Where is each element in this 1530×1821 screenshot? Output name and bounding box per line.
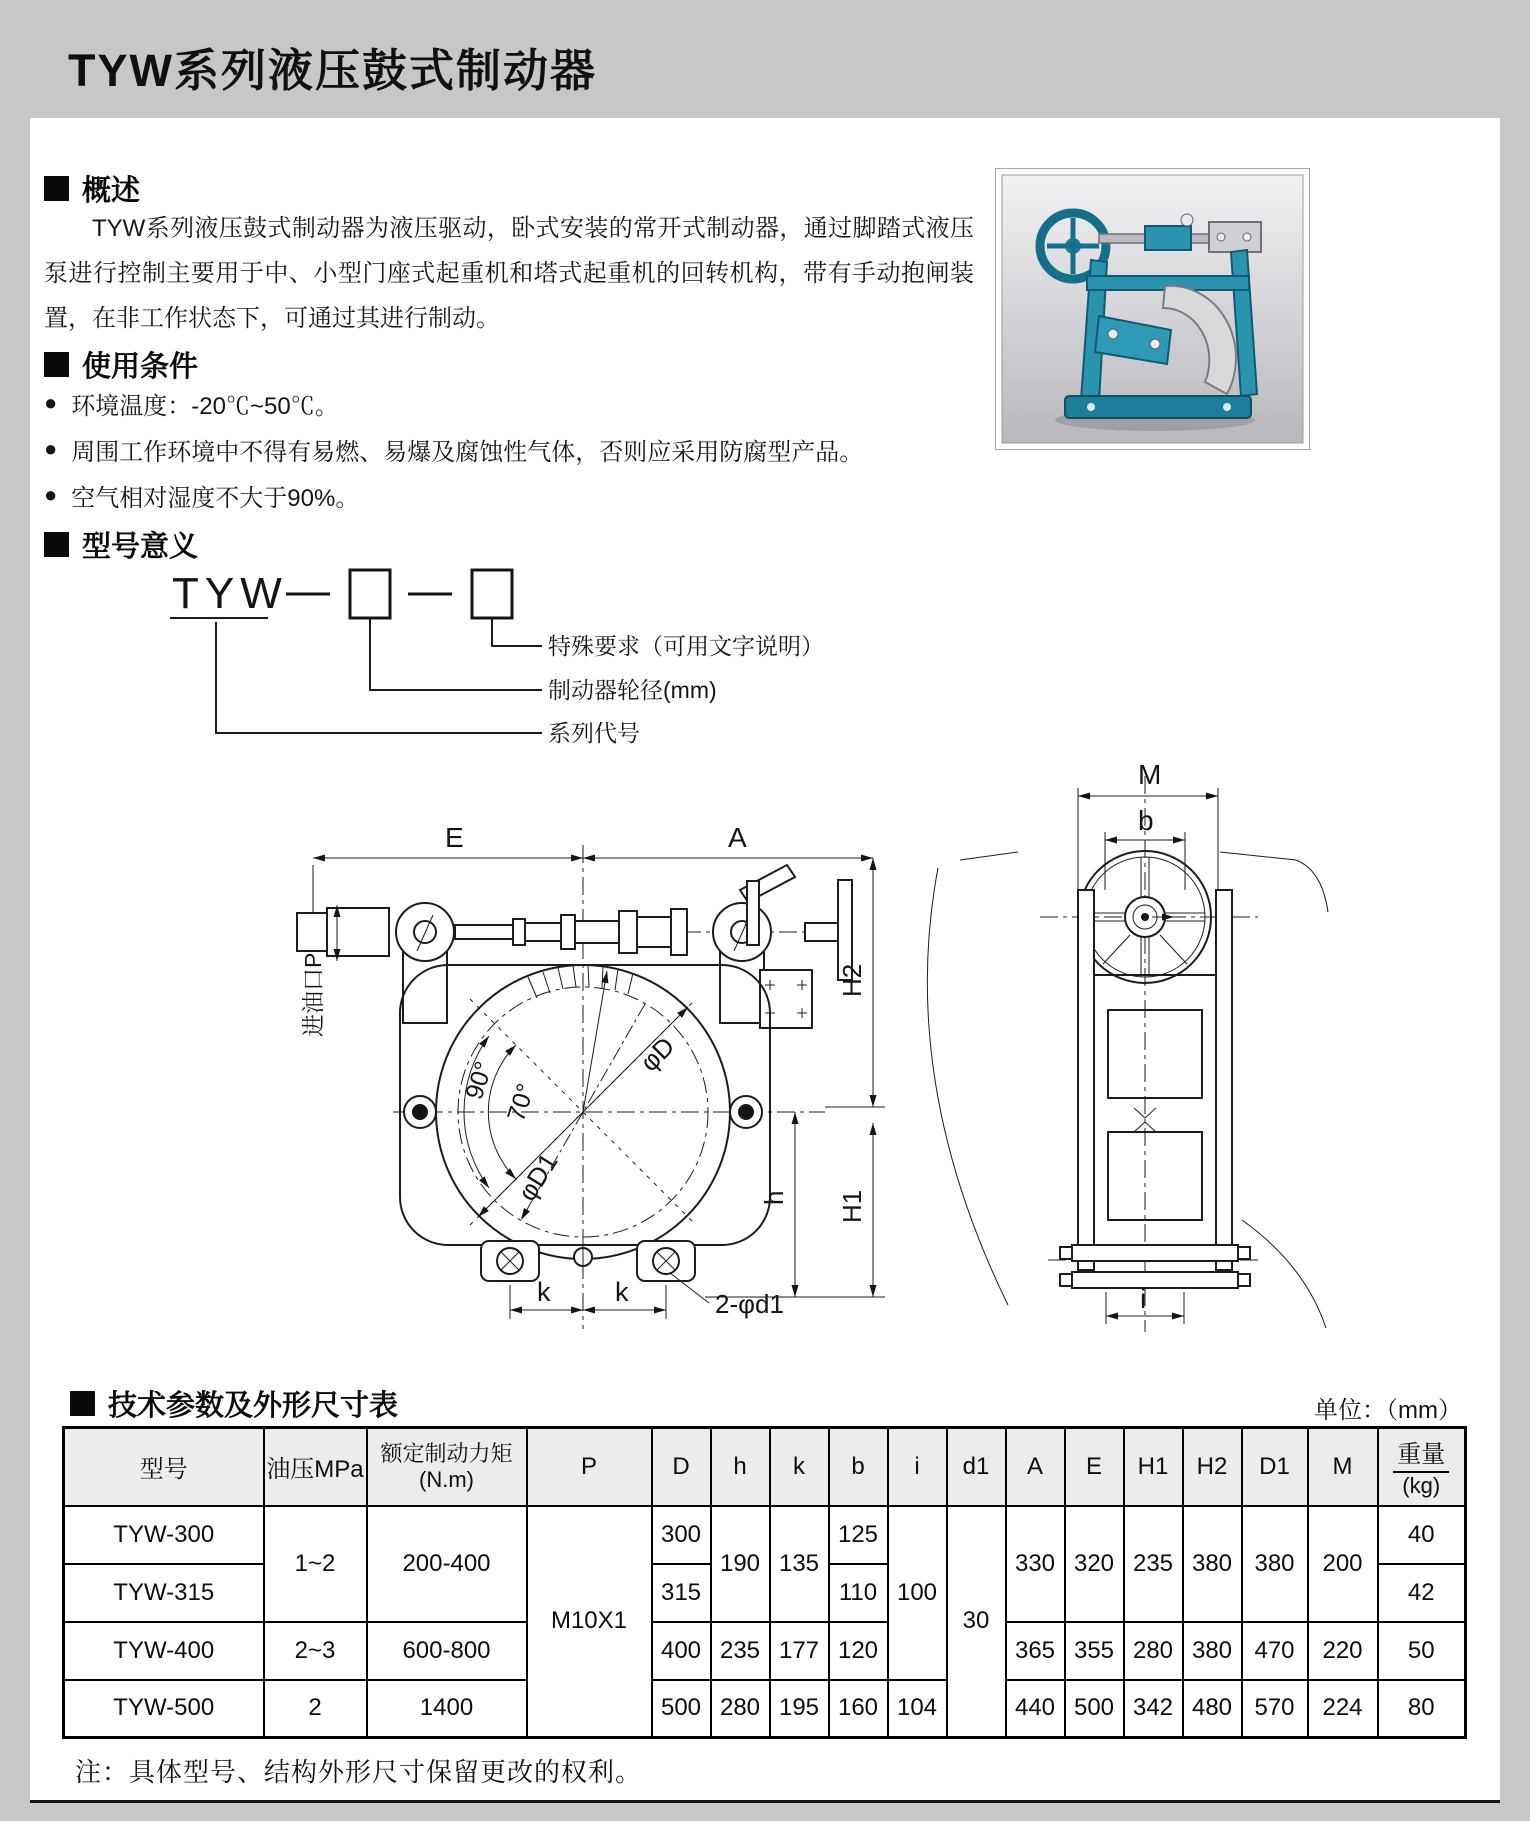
col-k: k [770, 1428, 829, 1506]
cell-E: 320 [1065, 1506, 1124, 1622]
cell-model: TYW-500 [64, 1680, 264, 1738]
cell-torque: 1400 [367, 1680, 527, 1738]
overview-heading-text: 概述 [82, 175, 141, 207]
table-heading-text: 技术参数及外形尺寸表 [108, 1390, 399, 1422]
cell-b: 110 [829, 1564, 888, 1622]
col-model: 型号 [64, 1428, 264, 1506]
col-h: h [711, 1428, 770, 1506]
col-H1: H1 [1124, 1428, 1183, 1506]
cell-A: 440 [1006, 1680, 1065, 1738]
dim-h: h [759, 1190, 789, 1205]
cell-i: 104 [888, 1680, 947, 1738]
page-title: TYW系列液压鼓式制动器 [68, 45, 597, 96]
col-weight-line2: (kg) [1402, 1473, 1441, 1499]
cell-h: 280 [711, 1680, 770, 1738]
dim-i: i [1140, 1283, 1147, 1314]
model-designation-diagram [150, 560, 830, 752]
label-70deg: 70° [502, 1080, 541, 1125]
overview-paragraph: TYW系列液压鼓式制动器为液压驱动，卧式安装的常开式制动器，通过脚踏式液压泵进行控制主要用于中、小型门座式起重机和塔式起重机的回转机构，带有手动抱闸装置，在非工作状态下，可通过其进行制动。 [44, 215, 974, 332]
cell-h: 235 [711, 1622, 770, 1680]
unit-label: 单位：（mm） [1314, 1397, 1462, 1424]
col-d1: d1 [947, 1428, 1006, 1506]
spec-table [62, 1426, 1467, 1739]
dim-H1: H1 [837, 1189, 867, 1223]
dim-k-left: k [537, 1277, 551, 1307]
label-oil-inlet: 进油口P [300, 952, 326, 1037]
bullet-icon: ● [44, 390, 58, 415]
cell-A: 330 [1006, 1506, 1065, 1622]
dim-A: A [728, 822, 747, 853]
cell-model: TYW-400 [64, 1622, 264, 1680]
col-A: A [1006, 1428, 1065, 1506]
cell-pressure: 2~3 [264, 1622, 367, 1680]
cell-torque: 600-800 [367, 1622, 527, 1680]
col-torque [367, 1428, 527, 1506]
conditions-heading-text: 使用条件 [82, 351, 199, 383]
series-code-text: TYW [172, 569, 288, 618]
cell-k: 177 [770, 1622, 829, 1680]
cell-H1: 342 [1124, 1680, 1183, 1738]
col-pressure: 油压MPa [264, 1428, 367, 1506]
label-special-requirement: 特殊要求（可用文字说明） [548, 633, 824, 659]
label-phiD: φD [634, 1030, 681, 1078]
col-weight-line1: 重量 [1393, 1434, 1449, 1473]
section-heading-conditions [44, 344, 198, 385]
dim-k-right: k [615, 1277, 629, 1307]
section-square-icon [44, 532, 69, 557]
cell-b: 160 [829, 1680, 888, 1738]
condition-text: 环境温度：-20℃~50℃。 [71, 393, 339, 420]
cell-pressure: 2 [264, 1680, 367, 1738]
cell-b: 120 [829, 1622, 888, 1680]
section-square-icon [70, 1391, 95, 1416]
cell-model: TYW-300 [64, 1506, 264, 1564]
cell-P: M10X1 [527, 1506, 652, 1738]
label-90deg: 90° [460, 1058, 499, 1103]
label-phiD1: φD1 [511, 1147, 564, 1207]
footer-note: 注：具体型号、结构外形尺寸保留更改的权利。 [75, 1757, 643, 1787]
cell-M: 224 [1308, 1680, 1378, 1738]
col-M: M [1308, 1428, 1378, 1506]
cell-H1: 280 [1124, 1622, 1183, 1680]
col-b: b [829, 1428, 888, 1506]
cell-H2: 380 [1183, 1622, 1242, 1680]
table-row [64, 1680, 1466, 1738]
cell-E: 500 [1065, 1680, 1124, 1738]
dim-E: E [445, 822, 464, 853]
col-E: E [1065, 1428, 1124, 1506]
cell-weight: 40 [1378, 1506, 1466, 1564]
dim-H2: H2 [837, 963, 867, 997]
cell-H2: 480 [1183, 1680, 1242, 1738]
cell-D: 315 [652, 1564, 711, 1622]
cell-E: 355 [1065, 1622, 1124, 1680]
table-row [64, 1622, 1466, 1680]
table-row [64, 1506, 1466, 1564]
table-header-row [64, 1428, 1466, 1506]
section-heading-model [44, 524, 198, 565]
cell-D: 300 [652, 1506, 711, 1564]
section-heading-table [70, 1383, 398, 1424]
label-drum-diameter: 制动器轮径(mm) [548, 677, 717, 703]
condition-text: 空气相对湿度不大于90%。 [71, 485, 360, 512]
cell-weight: 42 [1378, 1564, 1466, 1622]
product-photo [995, 168, 1310, 450]
cell-k: 135 [770, 1506, 829, 1622]
side-view-drawing [890, 740, 1330, 1340]
bullet-icon: ● [44, 482, 58, 507]
dim-M: M [1138, 759, 1162, 790]
cell-D1: 570 [1242, 1680, 1308, 1738]
front-view-drawing [285, 805, 890, 1335]
list-item [44, 478, 1004, 524]
section-square-icon [44, 352, 69, 377]
col-P: P [527, 1428, 652, 1506]
cell-k: 195 [770, 1680, 829, 1738]
cell-d1: 30 [947, 1506, 1006, 1738]
col-D1: D1 [1242, 1428, 1308, 1506]
cell-D1: 470 [1242, 1622, 1308, 1680]
cell-model: TYW-315 [64, 1564, 264, 1622]
cell-A: 365 [1006, 1622, 1065, 1680]
cell-h: 190 [711, 1506, 770, 1622]
conditions-list [44, 386, 1004, 524]
model-box-special [472, 570, 512, 618]
cell-weight: 80 [1378, 1680, 1466, 1738]
cell-weight: 50 [1378, 1622, 1466, 1680]
cell-H1: 235 [1124, 1506, 1183, 1622]
col-D: D [652, 1428, 711, 1506]
cell-D1: 380 [1242, 1506, 1308, 1622]
cell-i: 100 [888, 1506, 947, 1680]
col-torque-line1: 额定制动力矩 [380, 1440, 513, 1466]
dim-b: b [1138, 805, 1154, 836]
col-H2: H2 [1183, 1428, 1242, 1506]
cell-D: 400 [652, 1622, 711, 1680]
col-i: i [888, 1428, 947, 1506]
list-item [44, 432, 1004, 478]
content-panel [30, 118, 1500, 1803]
col-weight [1378, 1428, 1466, 1506]
cell-D: 500 [652, 1680, 711, 1738]
list-item [44, 386, 1004, 432]
section-square-icon [44, 176, 69, 201]
cell-torque: 200-400 [367, 1506, 527, 1622]
cell-M: 220 [1308, 1622, 1378, 1680]
col-torque-line2: (N.m) [419, 1466, 474, 1492]
condition-text: 周围工作环境中不得有易燃、易爆及腐蚀性气体，否则应采用防腐型产品。 [71, 439, 864, 466]
model-box-diameter [350, 570, 390, 618]
cell-pressure: 1~2 [264, 1506, 367, 1622]
label-series-code: 系列代号 [548, 720, 640, 746]
model-heading-text: 型号意义 [82, 531, 199, 563]
cell-b: 125 [829, 1506, 888, 1564]
section-heading-overview [44, 168, 140, 209]
cell-H2: 380 [1183, 1506, 1242, 1622]
bullet-icon: ● [44, 436, 58, 461]
cell-M: 200 [1308, 1506, 1378, 1622]
label-bolt-holes: 2-φd1 [715, 1289, 784, 1319]
